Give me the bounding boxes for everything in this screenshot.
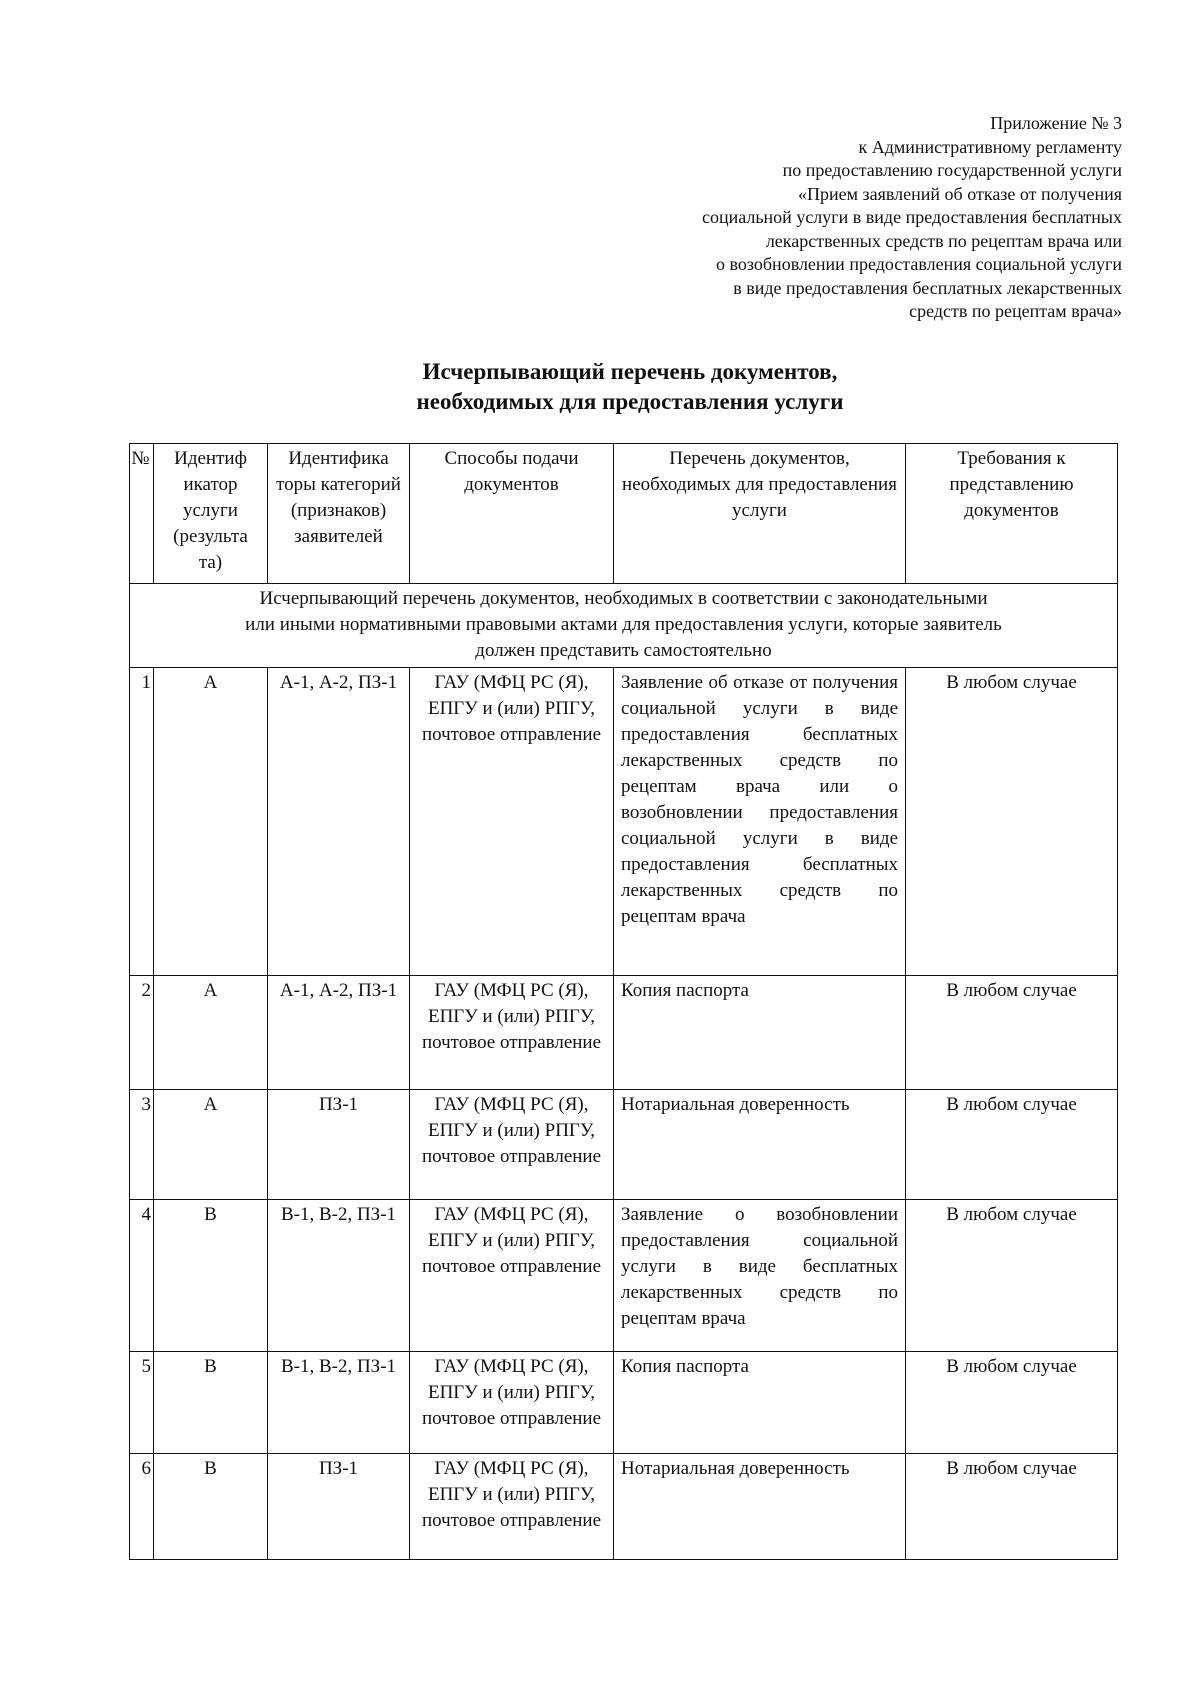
- row-requirement: В любом случае: [906, 976, 1118, 1090]
- appendix-line: социальной услуги в виде предоставления бесплатных: [701, 207, 1122, 227]
- table-row: [130, 1090, 1118, 1200]
- row-requirement: В любом случае: [906, 1352, 1118, 1454]
- row-categories: В-1, В-2, ПЗ-1: [268, 1200, 410, 1352]
- header-requirements: Требования к представлению документов: [906, 444, 1118, 584]
- row-document: Заявление об отказе от получения социальной услуги в виде предоставления бесплатных лекарственных средств по рецептам врача или о возобновлении предоставления социальной услуги в виде предоставления бесплатных лекарственных средств по рецептам врача: [614, 668, 906, 976]
- row-number: 6: [130, 1454, 154, 1560]
- row-methods: ГАУ (МФЦ РС (Я), ЕПГУ и (или) РПГУ, почтовое отправление: [410, 1200, 614, 1352]
- appendix-line: Приложение № 3: [990, 113, 1122, 133]
- header-service-id: Идентиф икатор услуги (результа та): [154, 444, 268, 584]
- row-categories: А-1, А-2, ПЗ-1: [268, 668, 410, 976]
- row-requirement: В любом случае: [906, 1454, 1118, 1560]
- row-service-id: В: [154, 1454, 268, 1560]
- row-categories: В-1, В-2, ПЗ-1: [268, 1352, 410, 1454]
- row-categories: А-1, А-2, ПЗ-1: [268, 976, 410, 1090]
- row-service-id: В: [154, 1200, 268, 1352]
- row-number: 2: [130, 976, 154, 1090]
- row-service-id: А: [154, 1090, 268, 1200]
- document-title-line: Исчерпывающий перечень документов,: [422, 359, 838, 384]
- header-categories: Идентифика торы категорий (признаков) заявителей: [268, 444, 410, 584]
- table-row: [130, 976, 1118, 1090]
- row-number: 4: [130, 1200, 154, 1352]
- header-methods: Способы подачи документов: [410, 444, 614, 584]
- row-requirement: В любом случае: [906, 668, 1118, 976]
- row-document: Копия паспорта: [614, 976, 906, 1090]
- section-heading-line: должен представить самостоятельно: [475, 640, 772, 661]
- section-heading-line: Исчерпывающий перечень документов, необходимых в соответствии с законодательными: [259, 588, 988, 609]
- appendix-line: лекарственных средств по рецептам врача или: [765, 230, 1122, 251]
- appendix-line: о возобновлении предоставления социальной услуги: [716, 254, 1122, 274]
- appendix-line: в виде предоставления бесплатных лекарственных: [733, 277, 1122, 298]
- row-document: Заявление о возобновлении предоставления социальной услуги в виде бесплатных лекарственных средств по рецептам врача: [614, 1200, 906, 1352]
- row-methods: ГАУ (МФЦ РС (Я), ЕПГУ и (или) РПГУ, почтовое отправление: [410, 1352, 614, 1454]
- section-heading-line: или иными нормативными правовыми актами для предоставления услуги, которые заявитель: [245, 614, 1002, 635]
- row-document: Нотариальная доверенность: [614, 1454, 906, 1560]
- row-requirement: В любом случае: [906, 1090, 1118, 1200]
- row-methods: ГАУ (МФЦ РС (Я), ЕПГУ и (или) РПГУ, почтовое отправление: [410, 1454, 614, 1560]
- table-row: [130, 1454, 1118, 1560]
- header-documents: Перечень документов, необходимых для предоставления услуги: [614, 444, 906, 584]
- row-number: 3: [130, 1090, 154, 1200]
- section-row: [130, 584, 1118, 668]
- appendix-line: средств по рецептам врача»: [909, 301, 1122, 321]
- documents-table: [129, 443, 1118, 1560]
- row-service-id: А: [154, 976, 268, 1090]
- header-number: №: [130, 444, 154, 584]
- appendix-line: по предоставлению государственной услуги: [782, 160, 1122, 180]
- table-row: [130, 1200, 1118, 1352]
- row-document: Нотариальная доверенность: [614, 1090, 906, 1200]
- row-number: 1: [130, 668, 154, 976]
- row-number: 5: [130, 1352, 154, 1454]
- table-row: [130, 1352, 1118, 1454]
- row-methods: ГАУ (МФЦ РС (Я), ЕПГУ и (или) РПГУ, почтовое отправление: [410, 976, 614, 1090]
- document-title-line: необходимых для предоставления услуги: [416, 389, 844, 414]
- appendix-header: [562, 112, 1122, 324]
- row-requirement: В любом случае: [906, 1200, 1118, 1352]
- section-heading: [130, 584, 1118, 668]
- table-header-row: [130, 444, 1118, 584]
- row-categories: ПЗ-1: [268, 1090, 410, 1200]
- row-service-id: В: [154, 1352, 268, 1454]
- row-methods: ГАУ (МФЦ РС (Я), ЕПГУ и (или) РПГУ, почтовое отправление: [410, 1090, 614, 1200]
- row-service-id: А: [154, 668, 268, 976]
- appendix-line: к Административному регламенту: [858, 136, 1122, 157]
- document-title: [0, 357, 1200, 417]
- table-row: [130, 668, 1118, 976]
- row-categories: ПЗ-1: [268, 1454, 410, 1560]
- row-methods: ГАУ (МФЦ РС (Я), ЕПГУ и (или) РПГУ, почтовое отправление: [410, 668, 614, 976]
- appendix-line: «Прием заявлений об отказе от получения: [798, 183, 1122, 204]
- row-document: Копия паспорта: [614, 1352, 906, 1454]
